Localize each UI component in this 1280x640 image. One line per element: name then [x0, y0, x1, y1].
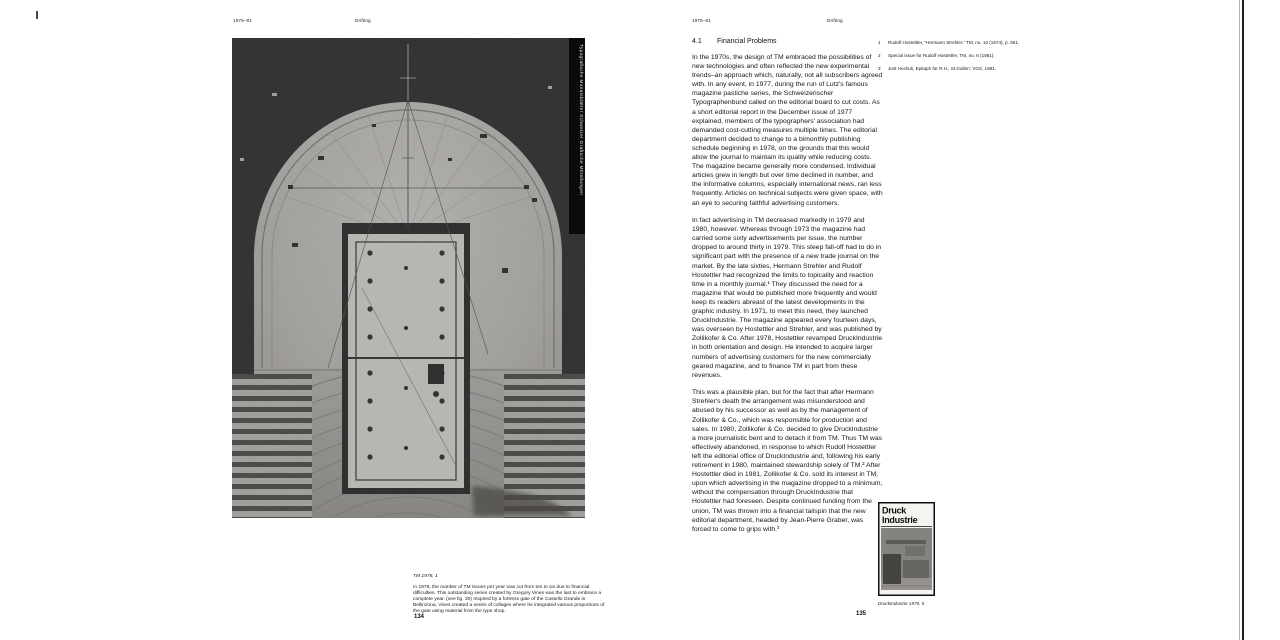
footnote-number: 2: [878, 53, 881, 59]
body-paragraph: In fact advertising in TM decreased markedly in 1979 and 1980, however. Whereas through 1973 the magazine had carried some sixty advertisements per issue, the number dropped to around thirty in 1979. This steep fall-off had to do in significant part with the presence of a new trade journal on the market. By the late sixties, Hermann Strehler and Rudolf Hostettler had recognized the limits to topicality and reaction time in a monthly journal.¹ They discussed the need for a magazine that would be published more frequently and would keep its readers abreast of the latest developments in the graphic industry. In 1971, to meet this need, they launched DruckIndustrie. The magazine appeared every fourteen days, was overseen by Hostettler and Strehler, and was published by Zollikofer & Co. After 1978, Hostettler revamped DruckIndustrie in both orientation and design. He intended to acquire larger numbers of advertising customers for the new commercially geared magazine, and to finance TM in part from these revenues.: [692, 217, 883, 379]
section-title: Financial Problems: [717, 38, 777, 45]
left-running-head-date: 1975–81: [233, 18, 252, 23]
book-edge-line: [1242, 0, 1244, 640]
section-heading: [692, 38, 892, 46]
left-figure-caption: In 1978, the number of TM issues per year was cut from ten to six due to financial difficulties. This outstanding series created by Gregory Vines was the last to embrace a complete year. (see fig. 30) Inspired by a fortress gate of the Castello Grande in Bellinzona, Vines created a series of collages where he integrated various proportions of the gate using material from the type shop.: [413, 585, 605, 614]
page-number-right: 135: [855, 611, 866, 617]
grain-light: [232, 38, 585, 518]
footnote-text: Special issue for Rudolf Hostettler, TM, no. 6 (1981).: [888, 53, 995, 59]
left-running-head-chapter: Drifting: [355, 18, 371, 23]
cover-logo-line1: Druck: [882, 505, 907, 516]
footnote-number: 3: [878, 66, 881, 72]
body-paragraph: This was a plausible plan, but for the fact that after Hermann Strehler's death the arrangement was misunderstood and abused by his successor as well as by the management of Zollikofer & Co., which was responsible for production and sales. In 1980, Zollikofer & Co. decided to give DruckIndustrie a more journalistic bent and to detach it from TM. Thus TM was effectively abandoned, in response to which Rudolf Hostettler left the editorial office of DruckIndustrie and, following his early retirement in 1980, maintained stewardship solely of TM.² After Hostettler died in 1981, Zollikofer & Co. sold its interest in TM, upon which advertising in the magazine dropped to a minimum, without the compensation through DruckIndustrie that Hostettler had foreseen. Despite continued funding from the union, TM was thrown into a financial tailspin that the new editorial department, headed by Jean-Pierre Graber, was forced to come to grips with.³: [692, 389, 883, 533]
body-text-column: [692, 53, 883, 542]
tm-masthead-vertical-text: Typografische Monatsblätter Schweizer Grafische Mitteilungen: [579, 44, 584, 196]
cover-logo-line2: Industrie: [882, 515, 918, 525]
druckindustrie-cover-caption: DruckIndustrie 1979, 5: [878, 601, 925, 606]
scan-artifact-tick: [36, 11, 38, 19]
cover-photo: [881, 528, 932, 590]
page-number-left: 134: [414, 614, 425, 620]
footnotes-column: [878, 40, 1046, 72]
gate-collage-image: [232, 38, 585, 518]
right-running-head-date: 1975–81: [692, 18, 711, 23]
footnote-number: 1: [878, 40, 881, 45]
footnote-text: Jost Hochuli, Epitaph für R.H., St.Gallen: VGS, 1981.: [888, 66, 997, 72]
druckindustrie-cover-image: [878, 502, 935, 596]
right-running-head-chapter: Drifting: [827, 18, 843, 23]
section-number: 4.1: [692, 38, 702, 45]
gate-collage-figure: [232, 38, 585, 518]
tm-masthead-strip: [569, 38, 585, 234]
book-edge-highlight: [1239, 0, 1240, 640]
druckindustrie-cover-figure: [878, 502, 935, 596]
left-figure-caption-ref: TM 1978, 1: [413, 574, 438, 579]
body-paragraph: In the 1970s, the design of TM embraced the possibilities of new technologies and often reflected the new experimental trends–an approach which, naturally, not all subscribers agreed with. In any event, in 1977, during the run of Lutz's famous magazine pastiche series, the Schweizerischer Typographenbund called on the editorial board to cut costs. As a short editorial report in the December issue of 1977 explained, members of the typographers' association had demanded cost-cutting measures multiple times. The editorial department decided to change to a bimonthly publishing schedule beginning in 1978, on the grounds that this would allow the journal to maintain its quality while reducing costs. The magazine became generally more condensed. Individual articles grew in length but over time declined in number, and the informative columns, especially international news, ran less frequently. Articles on technical subjects were given space, with an eye to securing faithful advertising customers.: [692, 54, 883, 207]
footnote-text: Rudolf Hostettler, “Hermann Strehler,” TM, no. 10 (1974), p. 661.: [888, 40, 1020, 45]
